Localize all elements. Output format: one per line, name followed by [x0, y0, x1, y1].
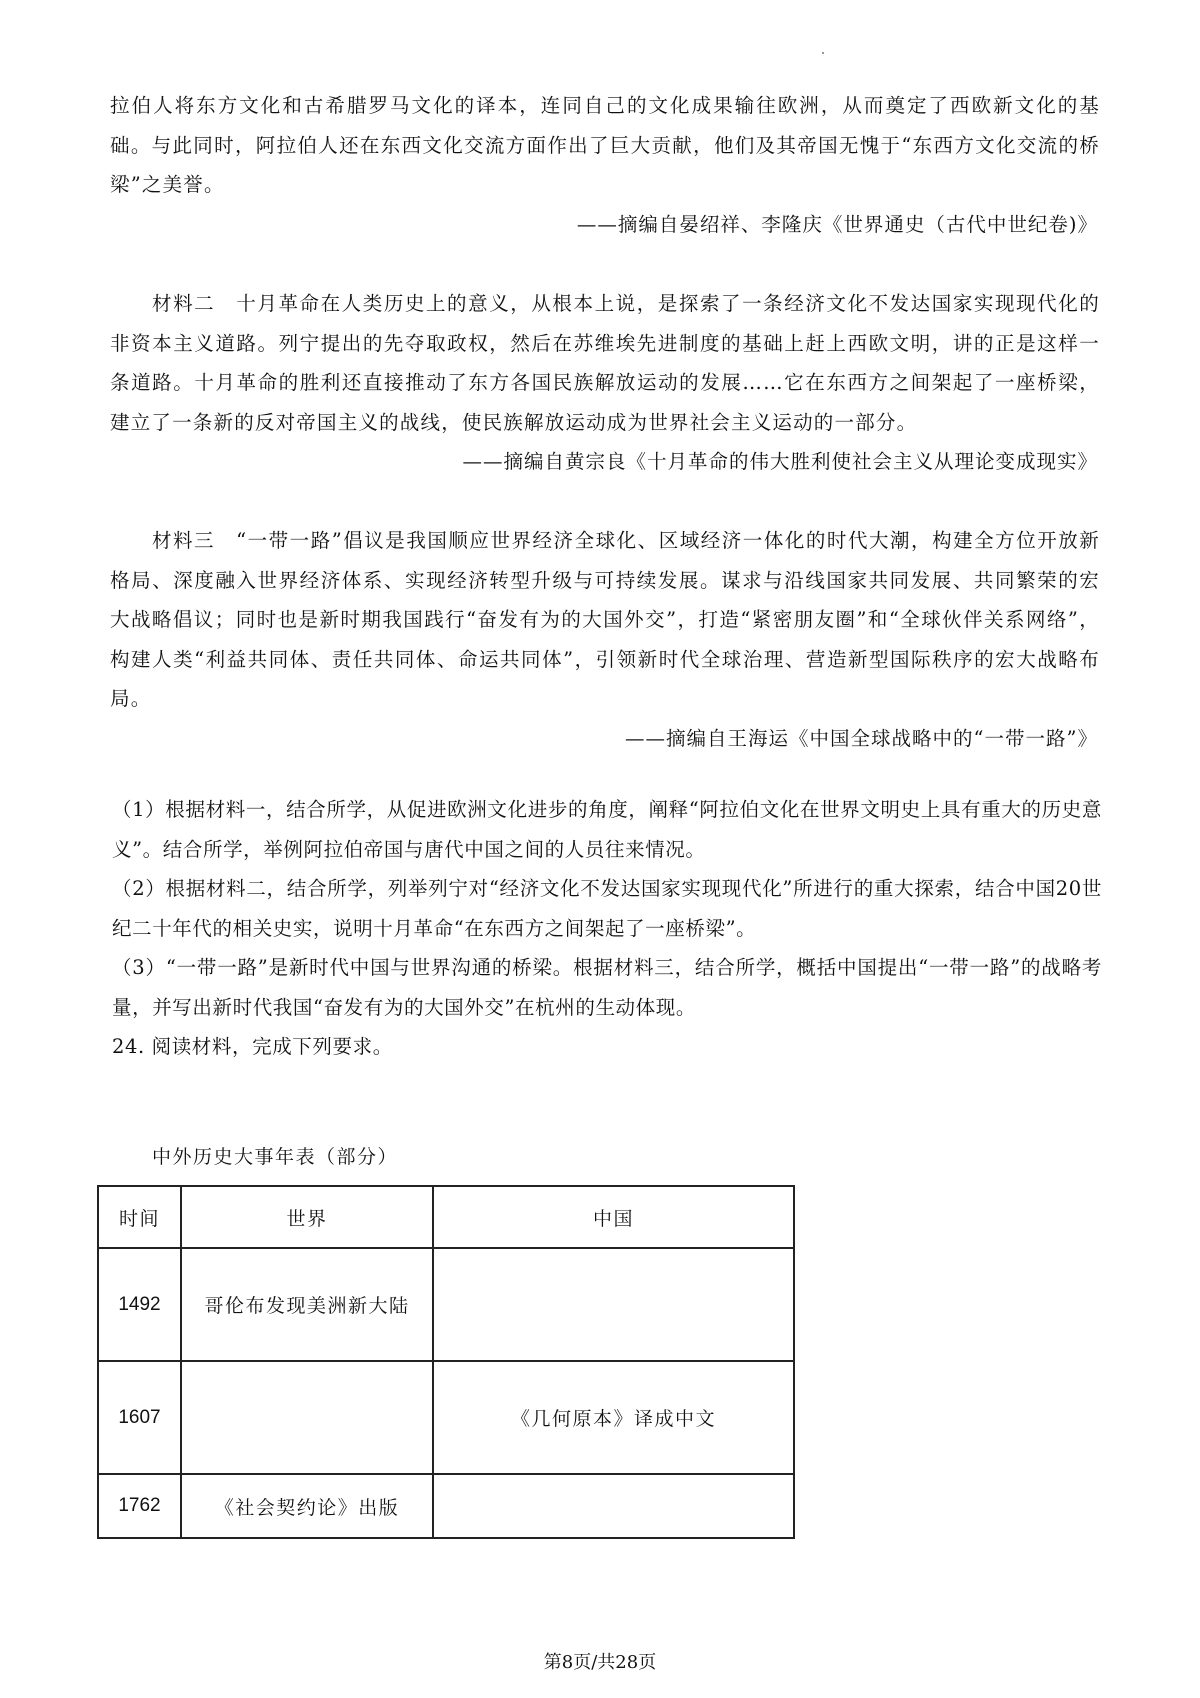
material-three-citation: ——摘编自王海运《中国全球战略中的“一带一路”》	[625, 726, 1098, 750]
row-year: 1607	[98, 1361, 181, 1474]
table-header-row	[98, 1186, 794, 1248]
header-time: 时间	[98, 1186, 181, 1248]
row-china-event: 《几何原本》译成中文	[433, 1361, 794, 1474]
question-3: （3）“一带一路”是新时代中国与世界沟通的桥梁。根据材料三，结合所学，概括中国提出“一带一路”的战略考量，并写出新时代我国“奋发有为的大国外交”在杭州的生动体现。	[112, 956, 1102, 1019]
row-world-event: 哥伦布发现美洲新大陆	[181, 1248, 433, 1361]
table-row	[98, 1361, 794, 1474]
row-china-event	[433, 1474, 794, 1538]
row-world-event: 《社会契约论》出版	[181, 1474, 433, 1538]
table-row	[98, 1474, 794, 1538]
row-china-event	[433, 1248, 794, 1361]
table-row	[98, 1248, 794, 1361]
row-year: 1762	[98, 1474, 181, 1538]
history-events-table	[97, 1185, 795, 1539]
page-number: 第8页/共28页	[543, 1652, 657, 1673]
header-china: 中国	[433, 1186, 794, 1248]
row-year: 1492	[98, 1248, 181, 1361]
row-world-event	[181, 1361, 433, 1474]
questions-block	[112, 790, 1102, 1067]
material-one-citation: ——摘编自晏绍祥、李隆庆《世界通史（古代中世纪卷)》	[576, 212, 1098, 236]
header-world: 世界	[181, 1186, 433, 1248]
material-three-text: 材料三 “一带一路”倡议是我国顺应世界经济全球化、区域经济一体化的时代大潮，构建全方位开放新格局、深度融入世界经济体系、实现经济转型升级与可持续发展。谋求与沿线国家共同发展、共同繁荣的宏大战略倡议；同时也是新时期我国践行“奋发有为的大国外交”，打造“紧密朋友圈”和“全球伙伴关系网络”，构建人类“利益共同体、责任共同体、命运共同体”，引领新时代全球治理、营造新型国际秩序的宏大战略布局。	[110, 529, 1100, 710]
question-2: （2）根据材料二，结合所学，列举列宁对“经济文化不发达国家实现现代化”所进行的重大探索，结合中国20世纪二十年代的相关史实，说明十月革命“在东西方之间架起了一座桥梁”。	[112, 877, 1102, 940]
material-one-text: 拉伯人将东方文化和古希腊罗马文化的译本，连同自己的文化成果输往欧洲，从而奠定了西欧新文化的基础。与此同时，阿拉伯人还在东西文化交流方面作出了巨大贡献，他们及其帝国无愧于“东西方文化交流的桥梁”之美誉。	[110, 94, 1100, 196]
material-two-citation: ——摘编自黄宗良《十月革命的伟大胜利使社会主义从理论变成现实》	[462, 450, 1098, 473]
material-one-block	[110, 86, 1100, 244]
question-24-heading: 24. 阅读材料，完成下列要求。	[112, 1035, 393, 1058]
material-two-block	[110, 284, 1100, 482]
question-1: （1）根据材料一，结合所学，从促进欧洲文化进步的角度，阐释“阿拉伯文化在世界文明史上具有重大的历史意义”。结合所学，举例阿拉伯帝国与唐代中国之间的人员往来情况。	[112, 798, 1102, 861]
table-caption: 中外历史大事年表（部分）	[152, 1146, 399, 1168]
material-three-block	[110, 521, 1100, 758]
scan-speck	[822, 52, 824, 54]
material-two-text: 材料二 十月革命在人类历史上的意义，从根本上说，是探索了一条经济文化不发达国家实现现代化的非资本主义道路。列宁提出的先夺取政权，然后在苏维埃先进制度的基础上赶上西欧文明，讲的正是这样一条道路。十月革命的胜利还直接推动了东方各国民族解放运动的发展……它在东西方之间架起了一座桥梁，建立了一条新的反对帝国主义的战线，使民族解放运动成为世界社会主义运动的一部分。	[110, 292, 1100, 434]
